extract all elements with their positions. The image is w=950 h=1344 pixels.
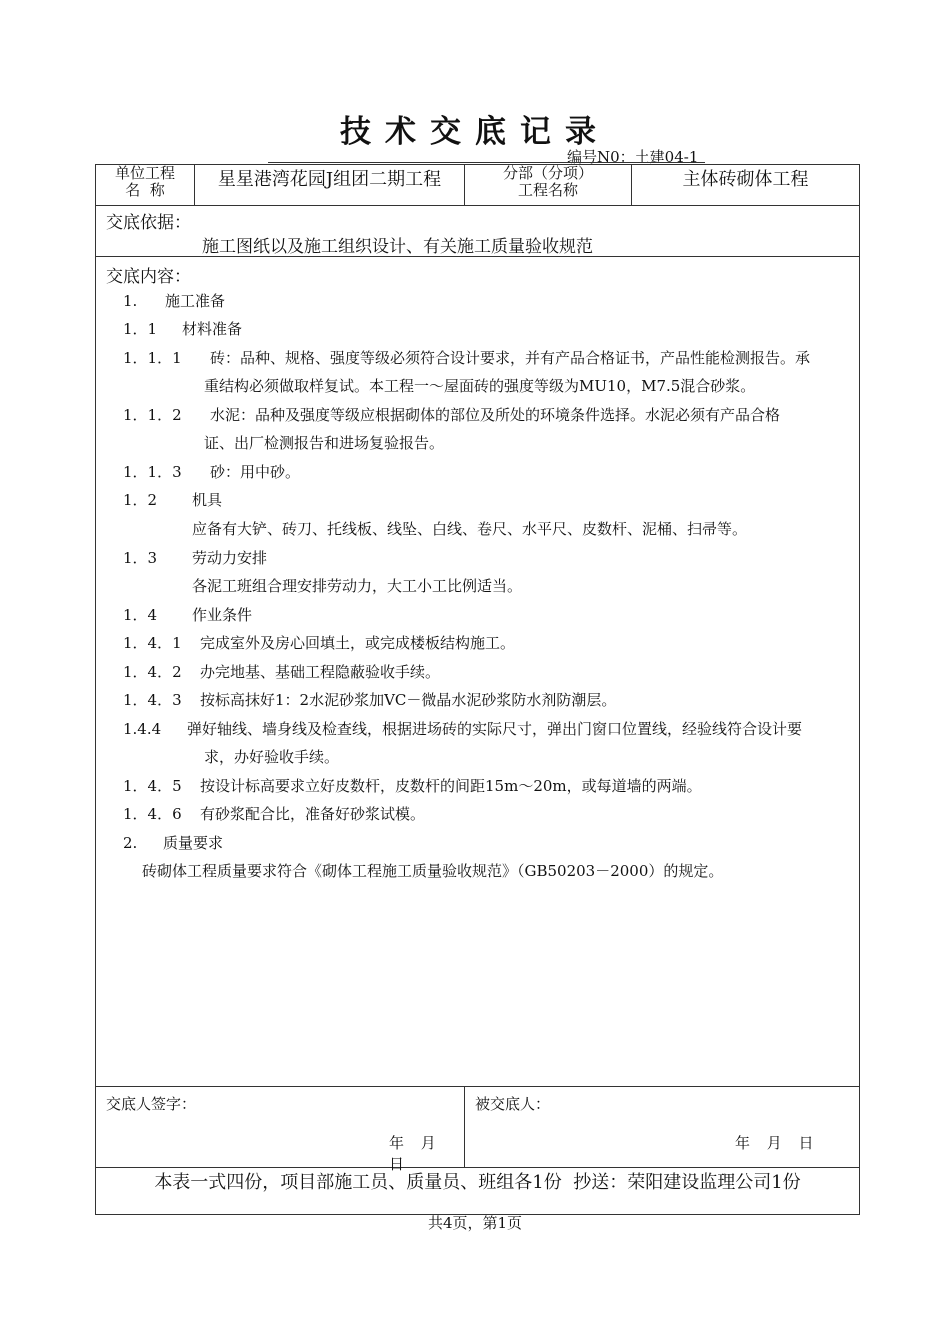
basis-text: 施工图纸以及施工组织设计、有关施工质量验收规范 xyxy=(202,237,593,257)
section-name-label-cell xyxy=(465,165,632,206)
discloser-signature-cell xyxy=(96,1087,465,1173)
content-line xyxy=(192,575,522,596)
line-number: 1．4．1 xyxy=(123,634,182,652)
section-name-label-line2: 工程名称 xyxy=(517,181,578,199)
line-text: 应备有大铲、砖刀、托线板、线坠、白线、卷尺、水平尺、皮数杆、泥桶、扫帚等。 xyxy=(192,520,748,538)
footer-note-row xyxy=(96,1168,860,1215)
basis-row xyxy=(96,206,860,257)
line-text: 水泥：品种及强度等级应根据砌体的部位及所处的环境条件选择。水泥必须有产品合格 xyxy=(210,406,781,424)
line-number: 1．1．3 xyxy=(123,463,182,481)
line-text: 完成室外及房心回填土，或完成楼板结构施工。 xyxy=(200,634,516,652)
title-underline xyxy=(268,162,705,163)
receiver-signature-label: 被交底人： xyxy=(475,1095,551,1113)
content-line xyxy=(123,803,425,824)
receiver-signature-cell xyxy=(465,1087,860,1168)
line-number: 2. xyxy=(123,834,138,852)
content-line xyxy=(123,318,242,339)
content-line xyxy=(123,604,252,625)
line-number: 1．1．1 xyxy=(123,349,182,367)
line-number: 1．4．2 xyxy=(123,663,182,681)
serial-number: 编号N0：土建04-1 xyxy=(567,148,699,166)
basis-label: 交底依据： xyxy=(106,213,191,233)
line-text: 材料准备 xyxy=(182,320,243,338)
receiver-date: 年 月 日 xyxy=(735,1134,820,1152)
content-line xyxy=(142,860,723,881)
line-text: 砖：品种、规格、强度等级必须符合设计要求，并有产品合格证书，产品性能检测报告。承 xyxy=(210,349,811,367)
signature-row xyxy=(96,1087,860,1168)
content-line xyxy=(123,689,616,710)
line-text: 重结构必须做取样复试。本工程一～屋面砖的强度等级为MU10，M7.5混合砂浆。 xyxy=(204,377,756,395)
content-line xyxy=(123,661,440,682)
line-number: 1．2 xyxy=(123,491,158,509)
line-text: 按设计标高要求立好皮数杆，皮数杆的间距15m～20m，或每道墙的两端。 xyxy=(200,777,702,795)
line-number: 1.4.4 xyxy=(123,720,162,738)
unit-name-value: 星星港湾花园J组团二期工程 xyxy=(195,165,465,206)
line-number: 1．3 xyxy=(123,549,158,567)
content-line xyxy=(123,347,810,368)
line-text: 有砂浆配合比，准备好砂浆试模。 xyxy=(200,805,426,823)
line-text: 办完地基、基础工程隐蔽验收手续。 xyxy=(200,663,441,681)
content-line xyxy=(123,489,222,510)
document-title: 技术交底记录 xyxy=(340,114,610,150)
content-line xyxy=(123,775,702,796)
content-cell xyxy=(96,257,860,1087)
content-line xyxy=(123,718,802,739)
unit-name-label-line2: 名 称 xyxy=(125,181,165,199)
page-number: 共4页，第1页 xyxy=(427,1214,523,1232)
line-text: 机具 xyxy=(192,491,223,509)
basis-cell xyxy=(96,206,860,257)
content-line xyxy=(204,746,339,767)
content-line xyxy=(123,404,780,425)
line-number: 1．4．5 xyxy=(123,777,182,795)
line-text: 砖砌体工程质量要求符合《砌体工程施工质量验收规范》（GB50203－2000）的规定。 xyxy=(142,862,724,880)
discloser-signature-label: 交底人签字： xyxy=(106,1095,197,1113)
line-number: 1．1．2 xyxy=(123,406,182,424)
line-text: 证、出厂检测报告和进场复验报告。 xyxy=(204,434,445,452)
content-line xyxy=(204,432,444,453)
line-text: 各泥工班组合理安排劳动力，大工小工比例适当。 xyxy=(192,577,523,595)
section-name-label-line1: 分部（分项） xyxy=(502,164,593,182)
content-line xyxy=(204,375,755,396)
content-label: 交底内容： xyxy=(106,267,191,287)
content-line xyxy=(123,632,515,653)
line-number: 1. xyxy=(123,292,138,310)
content-row xyxy=(96,257,860,1087)
line-number: 1．4．6 xyxy=(123,805,182,823)
line-number: 1．4．3 xyxy=(123,691,182,709)
section-name-value: 主体砖砌体工程 xyxy=(632,165,860,206)
line-text: 求，办好验收手续。 xyxy=(204,748,340,766)
discloser-date: 年 月 日 xyxy=(389,1134,442,1173)
disclosure-table xyxy=(95,164,860,1215)
content-line xyxy=(123,832,223,853)
line-text: 砂：用中砂。 xyxy=(210,463,301,481)
unit-name-label-cell xyxy=(96,165,195,206)
content-line xyxy=(192,518,747,539)
line-number: 1．1 xyxy=(123,320,158,338)
line-number: 1．4 xyxy=(123,606,158,624)
content-line xyxy=(123,461,300,482)
line-text: 弹好轴线、墙身线及检查线，根据进场砖的实际尺寸，弹出门窗口位置线，经验线符合设计要 xyxy=(187,720,803,738)
line-text: 按标高抹好1：2水泥砂浆加VC－微晶水泥砂浆防水剂防潮层。 xyxy=(200,691,617,709)
header-row xyxy=(96,165,860,206)
unit-name-label-line1: 单位工程 xyxy=(114,164,175,182)
line-text: 作业条件 xyxy=(192,606,253,624)
line-text: 施工准备 xyxy=(165,292,226,310)
content-line xyxy=(123,547,267,568)
content-line xyxy=(123,290,225,311)
line-text: 劳动力安排 xyxy=(192,549,268,567)
footer-note: 本表一式四份，项目部施工员、质量员、班组各1份 抄送：荣阳建设监理公司1份 xyxy=(96,1168,860,1215)
line-text: 质量要求 xyxy=(163,834,224,852)
